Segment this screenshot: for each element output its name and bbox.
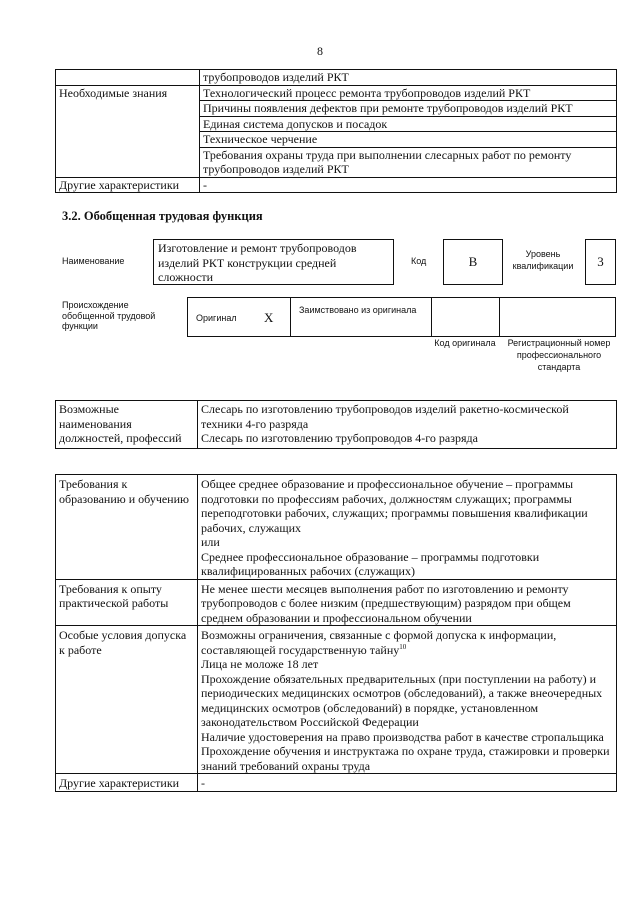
code-original-cell [432,298,500,336]
education-line: Общее среднее образование и профессиональное обучение – программы подготовки по профессиям рабочих, должностям служащих; программы переподготовки рабочих, служащих; программы повышения квалификации рабочих, служащих [201,477,588,535]
function-name-box: Изготовление и ремонт трубопроводов изделий РКТ конструкции средней сложности [153,239,394,285]
row-value: Требования охраны труда при выполнении слесарных работ по ремонту трубопроводов изделий РКТ [200,147,617,177]
reg-number-cell [500,298,615,336]
name-label: Наименование [62,256,125,266]
positions-table [55,400,617,449]
other-characteristics-label: Другие характеристики [56,177,200,193]
row-value: трубопроводов изделий РКТ [200,70,617,86]
condition-line: Прохождение обучения и инструктажа по охране труда, стажировки и проверки знаний требований охраны труда [201,744,610,773]
page-number: 8 [317,44,323,58]
education-line: Среднее профессиональное образование – программы подготовки квалифицированных рабочих (служащих) [201,549,540,578]
original-mark: X [264,310,274,325]
row-label [56,70,200,86]
code-original-label: Код оригинала [434,338,496,348]
table-row [56,401,617,449]
level-value-box: 3 [585,239,616,285]
education-line: или [201,535,220,549]
original-cell [188,298,291,336]
table-row [56,774,617,792]
condition-line: Лица не моложе 18 лет [201,657,319,671]
special-conditions-value [198,626,617,774]
code-label: Код [411,256,427,266]
position-item: Слесарь по изготовлению трубопроводов изделий ракетно-космической техники 4-го разряда [201,402,569,431]
experience-value: Не менее шести месяцев выполнения работ по изготовлению и ремонту трубопроводов с более низким (предшествующим) разрядом при общем среднем образовании и профессиональном обучении [198,579,617,626]
section-title: 3.2. Обобщенная трудовая функция [62,209,263,223]
experience-label: Требования к опыту практической работы [56,579,198,626]
origin-label: Происхождение обобщенной трудовой функции [62,300,156,331]
reg-number-label: Регистрационный номер профессионального стандарта [507,338,611,372]
table-row [56,579,617,626]
special-conditions-label: Особые условия допуска к работе [56,626,198,774]
condition-line: Прохождение обязательных предварительных (при поступлении на работу) и периодических медицинских осмотров (обследований), а также внеочередных медицинских осмотров (обследований) в порядке, установленном законодательством Российской Федерации [201,671,603,729]
other-value: - [198,774,617,792]
positions-label: Возможные наименования должностей, профессий [56,401,198,449]
table-row [56,70,617,86]
condition-text: Возможны ограничения, связанные с формой допуска к информации, составляющей государственную тайну [201,628,557,657]
row-value: Единая система допусков и посадок [200,116,617,132]
required-knowledge-label: Необходимые знания [56,85,200,177]
code-value-box: B [443,239,503,285]
table-row [56,177,617,193]
table-row [56,626,617,774]
education-label: Требования к образованию и обучению [56,475,198,580]
positions-value [198,401,617,449]
position-item: Слесарь по изготовлению трубопроводов 4-го разряда [201,431,478,445]
condition-line: Наличие удостоверения на право производства работ в качестве стропальщика [201,729,604,744]
borrowed-label: Заимствовано из оригинала [299,305,417,315]
table-row [56,475,617,580]
condition-line [201,628,613,657]
row-value: Техническое черчение [200,132,617,148]
education-value [198,475,617,580]
row-value: Технологический процесс ремонта трубопроводов изделий РКТ [200,85,617,101]
level-label: Уровень квалификации [512,249,574,271]
borrowed-cell [291,298,432,336]
table-row [56,85,617,101]
other-label: Другие характеристики [56,774,198,792]
origin-row [187,297,616,337]
row-value: Причины появления дефектов при ремонте трубопроводов изделий РКТ [200,101,617,117]
knowledge-table [55,69,617,193]
footnote-mark: 10 [399,642,407,651]
row-value: - [200,177,617,193]
requirements-table [55,474,617,792]
original-label: Оригинал [196,313,237,323]
